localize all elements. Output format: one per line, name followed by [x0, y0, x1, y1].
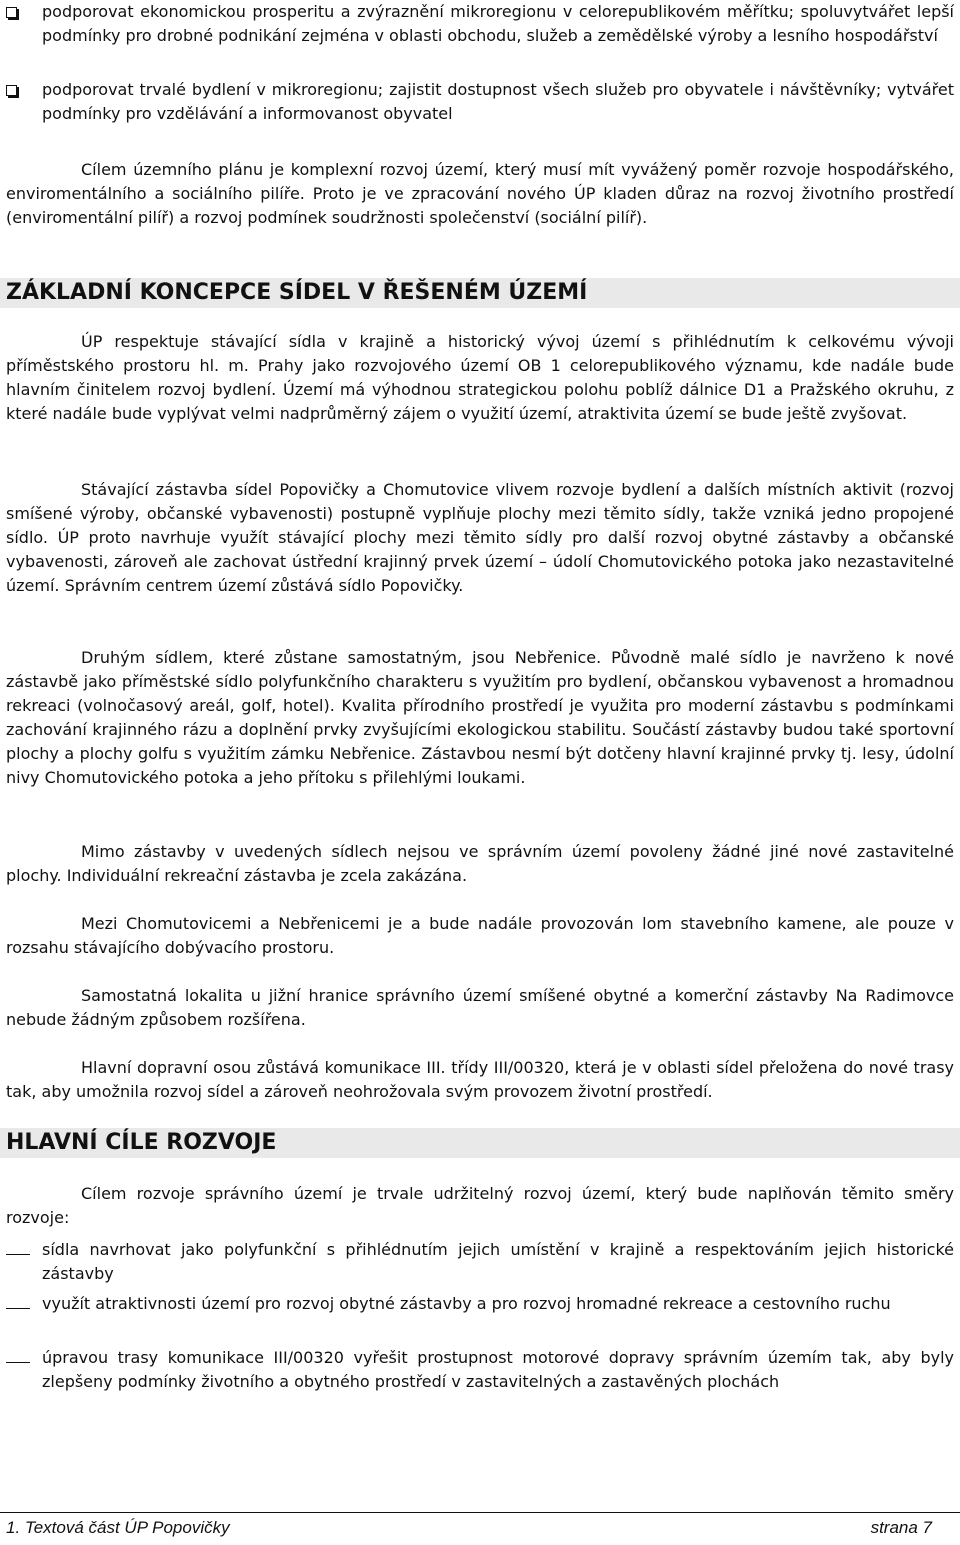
dash-bullet-icon: [6, 1292, 26, 1316]
list-item-text: podporovat trvalé bydlení v mikroregionu; zajistit dostupnost všech služeb pro obyvatele i návštěvníky; vytvářet podmínky pro vzdělávání a informovanost obyvatel: [42, 80, 954, 123]
checkbox-bullet-icon: [6, 78, 26, 103]
list-item: [6, 1346, 954, 1394]
list-item: [6, 78, 954, 126]
dash-bullet-icon: [6, 1346, 26, 1370]
paragraph: Druhým sídlem, které zůstane samostatným, jsou Nebřenice. Původně malé sídlo je navrženo k nové zástavbě jako příměstské sídlo polyfunkčního charakteru s využitím pro bydlení, občanskou vybavenost a hromadnou rekreaci (volnočasový areál, golf, hotel). Kvalita přírodního prostředí je využita pro moderní zástavbu s podmínkami zachování krajinného rázu a doplnění prvky zvyšujícími ekologickou stabilitu. Součástí zástavby budou také sportovní plochy a plochy golfu s využitím zámku Nebřenice. Zástavbou nesmí být dotčeny hlavní krajinné prvky tj. lesy, údolní nivy Chomutovického potoka a jeho přítoku s přilehlými loukami.: [6, 648, 954, 787]
list-item: [6, 0, 954, 48]
paragraph: Cílem rozvoje správního území je trvale udržitelný rozvoj území, který bude naplňován těmito směry rozvoje:: [6, 1184, 954, 1227]
checkbox-bullet-icon: [6, 0, 26, 25]
paragraph: Hlavní dopravní osou zůstává komunikace III. třídy III/00320, která je v oblasti sídel přeložena do nové trasy tak, aby umožnila rozvoj sídel a zároveň neohrožovala svým provozem životní prostředí.: [6, 1058, 954, 1101]
page-number: strana 7: [870, 1518, 932, 1537]
paragraph: Stávající zástavba sídel Popovičky a Chomutovice vlivem rozvoje bydlení a dalších místních aktivit (rozvoj smíšené výroby, občanské vybavenosti) postupně vyplňuje plochy mezi těmito sídly, takže vzniká jedno propojené sídlo. ÚP proto navrhuje využít stávající plochy mezi těmito sídly pro další rozvoj obytné zástavby a občanské vybavenosti, zároveň ale zachovat ústřední krajinný prvek území – údolí Chomutovického potoka jako nezastavitelné území. Správním centrem území zůstává sídlo Popovičky.: [6, 480, 954, 595]
footer-document-title: 1. Textová část ÚP Popovičky: [6, 1518, 230, 1537]
paragraph: ÚP respektuje stávající sídla v krajině a historický vývoj území s přihlédnutím k celkovému vývoji příměstského prostoru hl. m. Prahy jako rozvojového území OB 1 celorepublikového významu, kde nadále bude hlavním činitelem rozvoj bydlení. Území má výhodnou strategickou polohu poblíž dálnice D1 a Pražského okruhu, z které nadále bude vyplývat velmi nadprůměrný zájem o využití území, atraktivita území se bude ještě zvyšovat.: [6, 332, 954, 423]
section-heading: HLAVNÍ CÍLE ROZVOJE: [0, 1128, 960, 1158]
section-heading: ZÁKLADNÍ KONCEPCE SÍDEL V ŘEŠENÉM ÚZEMÍ: [0, 278, 960, 308]
list-item-text: sídla navrhovat jako polyfunkční s přihlédnutím jejich umístění v krajině a respektováním jejich historické zástavby: [42, 1240, 954, 1283]
intro-paragraph: Cílem územního plánu je komplexní rozvoj území, který musí mít vyvážený poměr rozvoje hospodářského, enviromentálního a sociálního pilíře. Proto je ve zpracování nového ÚP kladen důraz na rozvoj životního prostředí (enviromentální pilíř) a rozvoj podmínek soudržnosti společenství (sociální pilíř).: [6, 160, 954, 227]
list-item-text: podporovat ekonomickou prosperitu a zvýraznění mikroregionu v celorepublikovém měřítku; spoluvytvářet lepší podmínky pro drobné podnikání zejména v oblasti obchodu, služeb a zemědělské výroby a lesního hospodářství: [42, 2, 954, 45]
list-item: [6, 1238, 954, 1286]
paragraph: Mimo zástavby v uvedených sídlech nejsou ve správním území povoleny žádné jiné nové zastavitelné plochy. Individuální rekreační zástavba je zcela zakázána.: [6, 842, 954, 885]
footer-divider: [0, 1512, 960, 1513]
dash-bullet-icon: [6, 1238, 26, 1262]
paragraph: Samostatná lokalita u jižní hranice správního území smíšené obytné a komerční zástavby Na Radimovce nebude žádným způsobem rozšířena.: [6, 986, 954, 1029]
list-item-text: využít atraktivnosti území pro rozvoj obytné zástavby a pro rozvoj hromadné rekreace a cestovního ruchu: [42, 1294, 891, 1313]
paragraph: Mezi Chomutovicemi a Nebřenicemi je a bude nadále provozován lom stavebního kamene, ale pouze v rozsahu stávajícího dobývacího prostoru.: [6, 914, 954, 957]
list-item: [6, 1292, 954, 1316]
list-item-text: úpravou trasy komunikace III/00320 vyřešit prostupnost motorové dopravy správním územím tak, aby byly zlepšeny podmínky životního a obytného prostředí v zastavitelných a zastavěných plochách: [42, 1348, 954, 1391]
page-footer: [6, 1518, 932, 1538]
